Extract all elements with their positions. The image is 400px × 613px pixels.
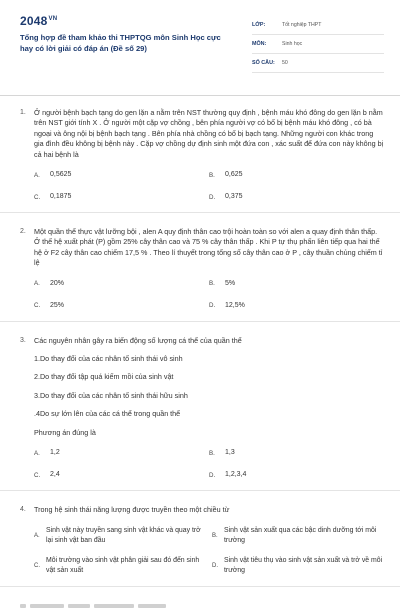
- meta-row-class: [252, 16, 384, 35]
- option-text: Sinh vật sản xuất qua các bậc dinh dưỡng tới môi trường: [224, 526, 377, 544]
- option-a[interactable]: [34, 526, 206, 546]
- answer-options: [34, 448, 384, 480]
- option-text: 0,5625: [50, 171, 72, 179]
- brand-block: [20, 14, 235, 54]
- answer-options: [34, 279, 384, 311]
- question-separator: [0, 586, 400, 587]
- option-letter: D.: [209, 471, 216, 479]
- meta-value: Sinh học: [282, 41, 303, 47]
- option-letter: A.: [34, 532, 40, 539]
- meta-value: Tốt nghiệp THPT: [282, 22, 322, 28]
- meta-row-subject: [252, 35, 384, 54]
- question-list: [20, 108, 384, 601]
- question-4: [20, 505, 384, 575]
- question-number: 2.: [20, 228, 26, 236]
- option-text: 1,2: [50, 449, 60, 457]
- option-letter: B.: [209, 171, 215, 179]
- question-text: Một quần thể thực vật lưỡng bội , alen A quy định thân cao trội hoàn toàn so với alen a quay định thân thấp. Ở thế hệ xuất phát (P) gồm 25% cây thân cao và 75 % cây thân thấp . Khi P tự thụ phấn liên tiếp qua hai thế hệ ở F2 cây thân cao chiếm 17,5 % . Theo lí thuyết trong tổng số cây thân cao ở P , cây thuần chủng chiếm tỉ lệ: [34, 227, 383, 268]
- cut-off-text-fragment: [30, 604, 64, 608]
- option-letter: B.: [212, 532, 218, 539]
- option-letter: C.: [34, 302, 41, 310]
- meta-label: SỐ CÂU:: [252, 60, 275, 66]
- option-a[interactable]: [34, 170, 209, 180]
- option-letter: A.: [34, 280, 40, 288]
- statement-line: 1.Do thay đổi của các nhân tố sinh thái vô sinh: [34, 354, 183, 364]
- option-text: 0,1875: [50, 193, 72, 201]
- meta-panel: [252, 16, 384, 73]
- statement-line: 2.Do thay đổi tập quá kiếm mồi của sinh vật: [34, 372, 174, 382]
- option-letter: A.: [34, 171, 40, 179]
- option-text: Sinh vật tiêu thụ vào sinh vật sản xuất và trở về môi trường: [224, 556, 383, 574]
- meta-row-count: [252, 54, 384, 73]
- logo-suffix: VN: [48, 16, 58, 22]
- answer-options: [34, 170, 384, 202]
- question-body: [34, 336, 384, 480]
- option-text: Môi trường vào sinh vật phân giải sau đó đến sinh vật sản xuất: [46, 556, 200, 574]
- question-text: Các nguyên nhân gây ra biến động số lượng cá thể của quần thể: [34, 335, 242, 345]
- question-2: [20, 227, 384, 311]
- option-b[interactable]: [212, 526, 384, 546]
- option-letter: C.: [34, 471, 41, 479]
- option-text: Sinh vật này truyền sang sinh vật khác và quay trở lại sinh vật ban đầu: [46, 526, 201, 544]
- question-separator: [0, 321, 400, 322]
- cut-off-text-fragment: [138, 604, 166, 608]
- meta-label: MÔN:: [252, 41, 267, 47]
- option-a[interactable]: [34, 279, 209, 289]
- question-1: [20, 108, 384, 202]
- option-letter: D.: [209, 193, 216, 201]
- statement-line: 3.Do thay đổi của các nhân tố sinh thái hữu sinh: [34, 390, 188, 400]
- option-b[interactable]: [209, 279, 384, 289]
- option-text: 1,3: [225, 449, 235, 457]
- option-d[interactable]: [212, 556, 384, 576]
- option-text: 5%: [225, 279, 236, 287]
- meta-label: LỚP:: [252, 22, 266, 28]
- question-text: Ở người bệnh bạch tạng do gen lặn a nằm trên NST thường quy định , bệnh máu khó đông do gen lặn b nằm trên NST giới tính X . Ở người một cặp vợ chồng , bên phía người vợ có bố bị bệnh máu khó đông , có bà ngoại và ông nội bị bệnh bạch tạng . Bên phía nhà chồng có bố bị bạch tạng. Những người con khác trong gia đình đều không bị bệnh này . Cặp vợ chồng dự định sinh một đứa con , xác suất để đứa con này không bị cả hai bệnh là: [34, 108, 384, 159]
- logo-text: 2048: [20, 14, 48, 28]
- question-number: 1.: [20, 109, 26, 116]
- worksheet-header: [20, 14, 384, 73]
- option-letter: C.: [34, 193, 41, 201]
- option-text: 1,2,3,4: [225, 471, 247, 479]
- question-number: 4.: [20, 506, 26, 514]
- option-a[interactable]: [34, 448, 209, 458]
- option-d[interactable]: [209, 301, 384, 311]
- answer-options: [34, 526, 384, 576]
- option-text: 25%: [50, 301, 65, 309]
- option-text: 0,625: [225, 171, 243, 179]
- cut-off-text-fragment: [94, 604, 134, 608]
- option-letter: A.: [34, 449, 40, 457]
- question-body: [34, 505, 384, 575]
- option-c[interactable]: [34, 556, 206, 576]
- statement-line: Phương án đúng là: [34, 427, 96, 437]
- question-separator: [0, 490, 400, 491]
- question-3: [20, 336, 384, 480]
- site-logo[interactable]: [20, 14, 235, 28]
- cut-off-text-fragment: [20, 604, 26, 608]
- option-c[interactable]: [34, 192, 209, 202]
- cut-off-text-fragment: [68, 604, 90, 608]
- option-letter: D.: [209, 302, 216, 310]
- option-text: 2,4: [50, 471, 60, 479]
- question-number: 3.: [20, 336, 26, 344]
- document-title: Tổng hợp đề tham khảo thi THPTQG môn Sinh Học cực hay có lời giải có đáp án (Đề số 29): [20, 33, 221, 53]
- question-body: [34, 227, 384, 311]
- question-body: [34, 108, 384, 202]
- option-d[interactable]: [209, 470, 384, 480]
- statement-line: .4Do sự lớn lên của các cá thể trong quần thể: [34, 409, 181, 419]
- question-text: Trong hệ sinh thái năng lượng được truyền theo một chiều từ: [34, 505, 230, 515]
- option-c[interactable]: [34, 301, 209, 311]
- header-divider: [0, 95, 400, 96]
- option-text: 0,375: [225, 193, 243, 201]
- option-letter: D.: [212, 562, 218, 569]
- option-letter: B.: [209, 280, 215, 288]
- option-b[interactable]: [209, 170, 384, 180]
- option-letter: C.: [34, 562, 40, 569]
- option-text: 20%: [50, 279, 65, 287]
- option-text: 12,5%: [225, 301, 245, 309]
- option-d[interactable]: [209, 192, 384, 202]
- meta-value: 50: [282, 60, 288, 66]
- question-separator: [0, 212, 400, 213]
- option-c[interactable]: [34, 470, 209, 480]
- option-letter: B.: [209, 449, 215, 457]
- option-b[interactable]: [209, 448, 384, 458]
